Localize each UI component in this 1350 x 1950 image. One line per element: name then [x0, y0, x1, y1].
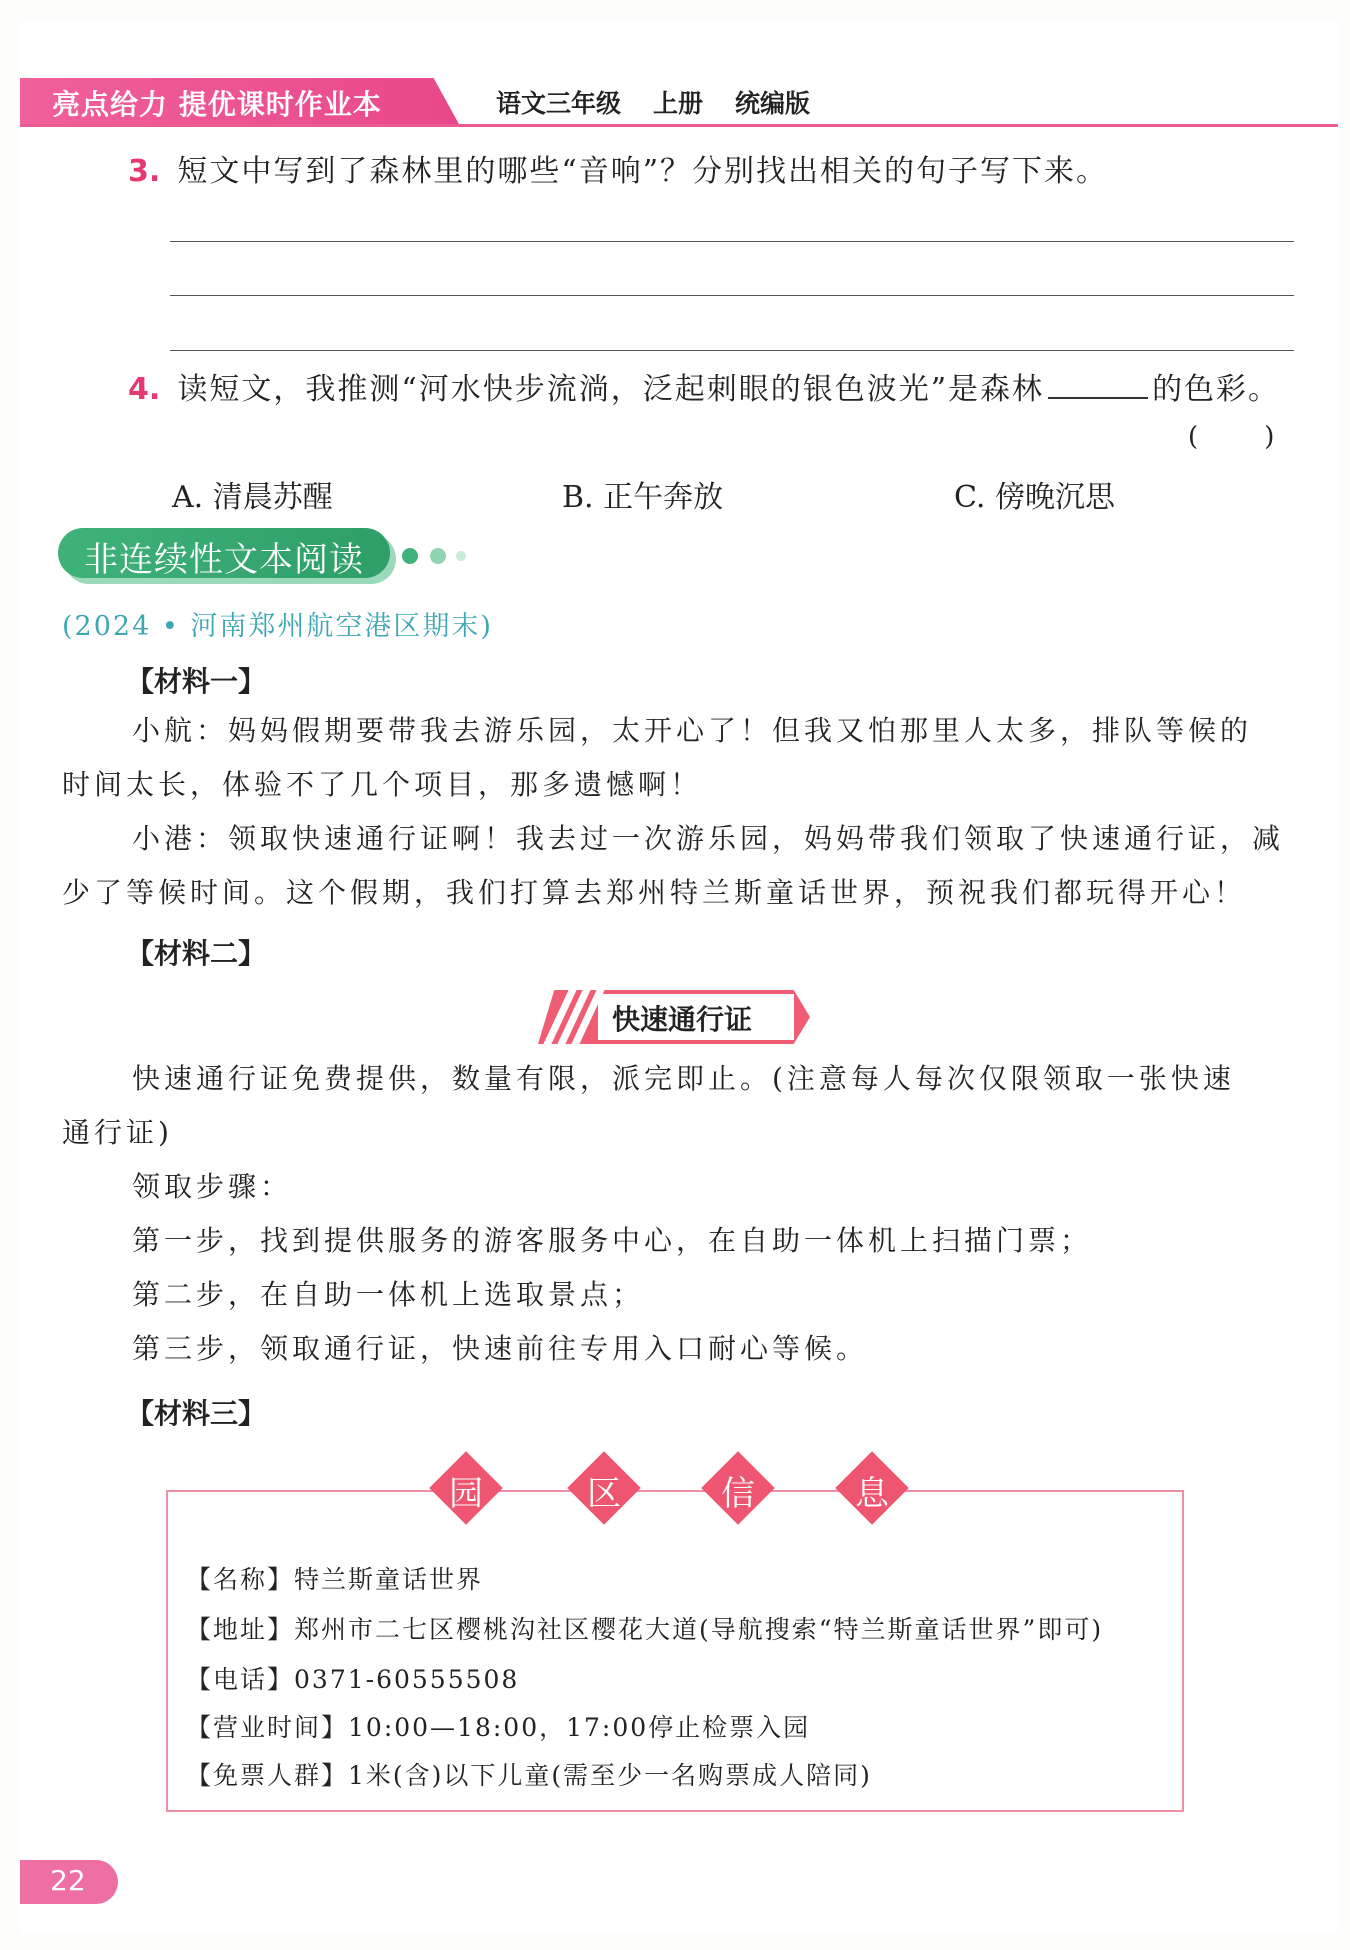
material-2-line-1: 快速通行证免费提供，数量有限，派完即止。(注意每人每次仅限领取一张快速 — [132, 1062, 1235, 1095]
option-a[interactable]: A. 清晨苏醒 — [172, 480, 333, 515]
header-edition: 统编版 — [735, 89, 811, 118]
option-b[interactable]: B. 正午奔放 — [562, 480, 724, 515]
header-book-info — [496, 84, 842, 120]
decor-dot-1 — [402, 548, 418, 564]
info-value: 特兰斯童话世界 — [294, 1565, 484, 1594]
header-rule — [20, 124, 1338, 127]
info-name — [186, 1560, 483, 1596]
decor-dot-2 — [430, 548, 446, 564]
question-4-answer-paren[interactable]: ( ) — [1188, 422, 1275, 452]
park-info-title-char: 信 — [721, 1474, 755, 1514]
material-2-label: 【材料二】 — [126, 937, 267, 970]
material-2-line-6: 第三步，领取通行证，快速前往专用入口耐心等候。 — [132, 1332, 869, 1365]
material-2-line-2: 通行证) — [62, 1116, 173, 1149]
material-1-line-1: 小航：妈妈假期要带我去游乐园，太开心了！但我又怕那里人太多，排队等候的 — [132, 714, 1253, 747]
decor-dot-3 — [456, 551, 466, 561]
material-1-line-2: 时间太长，体验不了几个项目，那多遗憾啊！ — [62, 768, 703, 801]
material-2-line-3: 领取步骤： — [132, 1170, 293, 1203]
question-4-blank[interactable] — [1048, 371, 1148, 399]
option-c[interactable]: C. 傍晚沉思 — [954, 480, 1115, 515]
answer-line-2[interactable] — [170, 295, 1294, 296]
info-key: 【免票人群】 — [186, 1761, 349, 1790]
exam-source: (2024 • 河南郑州航空港区期末) — [62, 611, 493, 642]
info-key: 【电话】 — [186, 1665, 295, 1694]
header-brand-title: 亮点给力 提优课时作业本 — [52, 88, 382, 121]
info-key: 【名称】 — [186, 1565, 295, 1594]
info-value: 10:00—18:00，17:00停止检票入园 — [348, 1713, 811, 1742]
material-2-line-5: 第二步，在自助一体机上选取景点； — [132, 1278, 645, 1311]
material-2-line-4: 第一步，找到提供服务的游客服务中心，在自助一体机上扫描门票； — [132, 1224, 1093, 1257]
park-info-title-char: 园 — [449, 1474, 483, 1514]
question-4-text-before: 读短文，我推测“河水快步流淌，泛起刺眼的银色波光”是森林 — [177, 372, 1045, 407]
material-1-label: 【材料一】 — [126, 665, 267, 698]
info-key: 【营业时间】 — [186, 1713, 349, 1742]
answer-line-3[interactable] — [170, 350, 1294, 351]
material-1-line-3: 小港：领取快速通行证啊！我去过一次游乐园，妈妈带我们领取了快速通行证，减 — [132, 822, 1285, 855]
material-3-label: 【材料三】 — [126, 1397, 267, 1430]
section-title: 非连续性文本阅读 — [84, 540, 364, 580]
fast-pass-title: 快速通行证 — [612, 1003, 753, 1036]
info-value: 1米(含)以下儿童(需至少一名购票成人陪同) — [348, 1761, 872, 1790]
question-4 — [128, 364, 1280, 408]
question-3 — [128, 146, 1108, 190]
header-subject: 语文三年级 — [496, 89, 622, 118]
question-3-text: 短文中写到了森林里的哪些“音响”？分别找出相关的句子写下来。 — [177, 154, 1109, 189]
info-hours — [186, 1708, 810, 1744]
question-3-number: 3. — [128, 154, 161, 189]
question-4-number: 4. — [128, 372, 161, 407]
material-1-line-4: 少了等候时间。这个假期，我们打算去郑州特兰斯童话世界，预祝我们都玩得开心！ — [62, 876, 1247, 909]
header-volume: 上册 — [653, 89, 704, 118]
info-address — [186, 1610, 1103, 1646]
question-4-text-after: 的色彩。 — [1152, 372, 1281, 407]
park-info-title-char: 区 — [587, 1474, 621, 1514]
page-number: 22 — [50, 1864, 86, 1897]
park-info-title-char: 息 — [855, 1474, 889, 1514]
info-value: 郑州市二七区樱桃沟社区樱花大道(导航搜索“特兰斯童话世界”即可) — [294, 1615, 1104, 1644]
info-key: 【地址】 — [186, 1615, 295, 1644]
info-free-admission — [186, 1756, 872, 1792]
info-value: 0371-60555508 — [294, 1665, 520, 1694]
answer-line-1[interactable] — [170, 241, 1294, 242]
info-phone — [186, 1660, 519, 1696]
